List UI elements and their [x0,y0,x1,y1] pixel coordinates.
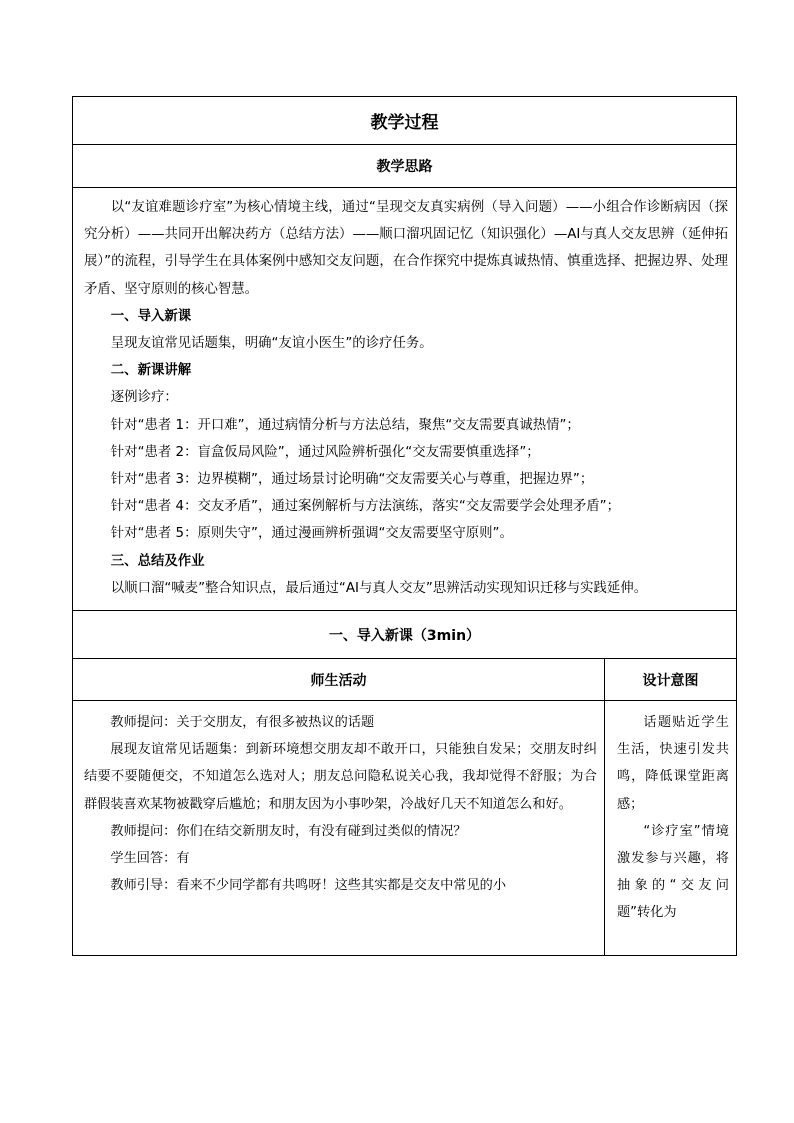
section-text-3: 以顺口溜“喊麦”整合知识点，最后通过“AI与真人交友”思辨活动实现知识迁移与实践延伸。 [110,580,648,596]
activity-line-2: 展现友谊常见话题集：到新环境想交朋友却不敢开口，只能独自发呆；交朋友时纠结要不要随便交，不知道怎么选对人；朋友总问隐私说关心我，我却觉得不舒服；为合群假装喜欢某物被戳穿后尴尬；和朋友因为小事吵架，冷战好几天不知道怎么和好。 [84,742,597,812]
activity-line-1: 教师提问：关于交朋友，有很多被热议的话题 [110,715,375,731]
intent-cell [605,701,737,956]
section-heading-2: 二、新课讲解 [110,363,192,379]
case-item-1: 针对“患者 1：开口难”，通过病情分析与方法总结，聚焦“交友需要真诚热情”； [110,417,580,433]
activity-line-5: 教师引导：看来不少同学都有共鸣呀！这些其实都是交友中常见的小 [110,878,507,894]
activity-cell [73,701,605,956]
thinking-header: 教学思路 [73,145,737,188]
section-heading-1: 一、导入新课 [110,308,192,324]
activity-line-4: 学生回答：有 [110,851,190,867]
activity-column-header: 师生活动 [73,659,605,701]
section-heading-3: 三、总结及作业 [110,553,205,569]
case-item-4: 针对“患者 4：交友矛盾”，通过案例解析与方法演练，落实“交友需要学会处理矛盾”； [110,499,620,515]
page-title: 教学过程 [73,97,737,145]
case-item-3: 针对“患者 3：边界模糊”，通过场景讨论明确“交友需要关心与尊重，把握边界”； [110,472,594,488]
thinking-intro: 以“友谊难题诊疗室”为核心情境主线，通过“呈现交友真实病例（导入问题）——小组合作诊断病因（探究分析）——共同开出解决药方（总结方法）——顺口溜巩固记忆（知识强化）—AI与真人交友思辨（延伸拓展）”的流程，引导学生在具体案例中感知交友问题，在合作探究中提炼真诚热情、慎重选择、把握边界、处理矛盾、坚守原则的核心智慧。 [84,200,728,297]
section1-header: 一、导入新课（3min） [73,611,737,659]
thinking-body [73,188,737,611]
intent-column-header: 设计意图 [605,659,737,701]
intent-line-1: 话题贴近学生生活，快速引发共鸣，降低课堂距离感； [617,715,729,812]
intent-line-2: “诊疗室”情境激发参与兴趣，将抽象的“交友问题”转化为 [617,823,729,921]
section-text-1: 呈现友谊常见话题集，明确“友谊小医生”的诊疗任务。 [110,336,433,352]
case-item-5: 针对“患者 5：原则失守”，通过漫画辨析强调“交友需要坚守原则”。 [110,526,513,542]
lesson-plan-table [72,96,737,956]
case-item-2: 针对“患者 2：盲盒仮局风险”，通过风险辨析强化“交友需要慎重选择”； [110,444,540,460]
section-text-2-lead: 逐例诊疗： [110,390,178,406]
activity-line-3: 教师提问：你们在结交新朋友时，有没有碰到过类似的情况？ [110,823,467,839]
